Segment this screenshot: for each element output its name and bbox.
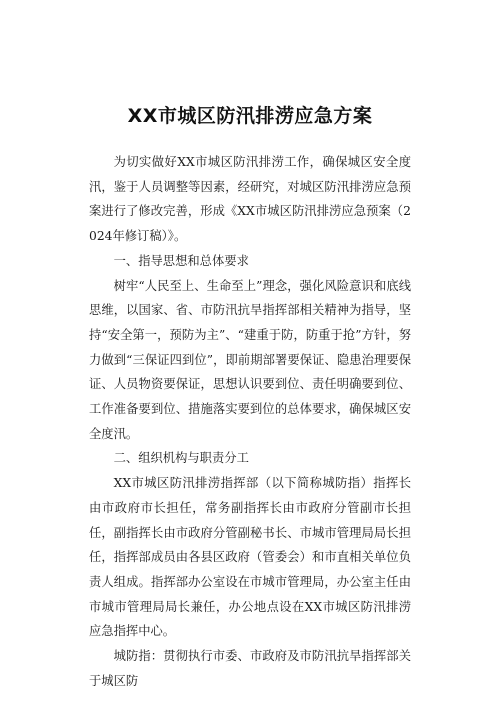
document-body xyxy=(89,150,411,693)
section-2-paragraph: XX市城区防汛排涝指挥部（以下简称城防指）指挥长由市政府市长担任，常务副指挥长由市政府分管副市长担任，副指挥长由市政府分管副秘书长、市城市管理局局长担任，指挥部成员由各县区政府（管委会）和市直相关单位负责人组成。指挥部办公室设在市城市管理局，办公室主任由市城市管理局局长兼任，办公地点设在XX市城区防汛排涝应急指挥中心。 xyxy=(89,476,411,639)
section-2-duty-paragraph: 城防指：贯彻执行市委、市政府及市防汛抗旱指挥部关于城区防 xyxy=(89,649,411,688)
section-1-heading: 一、指导思想和总体要求 xyxy=(113,253,249,268)
section-2-heading: 二、组织机构与职责分工 xyxy=(113,451,249,466)
document-title: XX市城区防汛排涝应急方案 xyxy=(127,105,373,127)
intro-paragraph: 为切实做好XX市城区防汛排涝工作，确保城区安全度汛，鉴于人员调整等因素，经研究，对城区防汛排涝应急预案进行了修改完善，形成《XX市城区防汛排涝应急预案（2024年修订稿）》。 xyxy=(89,155,411,244)
section-1-paragraph: 树牢“人民至上、生命至上”理念，强化风险意识和底线思维，以国家、省、市防汛抗旱指挥部相关精神为指导，坚持“安全第一，预防为主”、“建重于防，防重于抢”方针，努力做到“三保证四到位”，即前期部署要保证、隐患治理要保证、人员物资要保证，思想认识要到位、责任明确要到位、工作准备要到位、措施落实要到位的总体要求，确保城区安全度汛。 xyxy=(89,278,411,441)
